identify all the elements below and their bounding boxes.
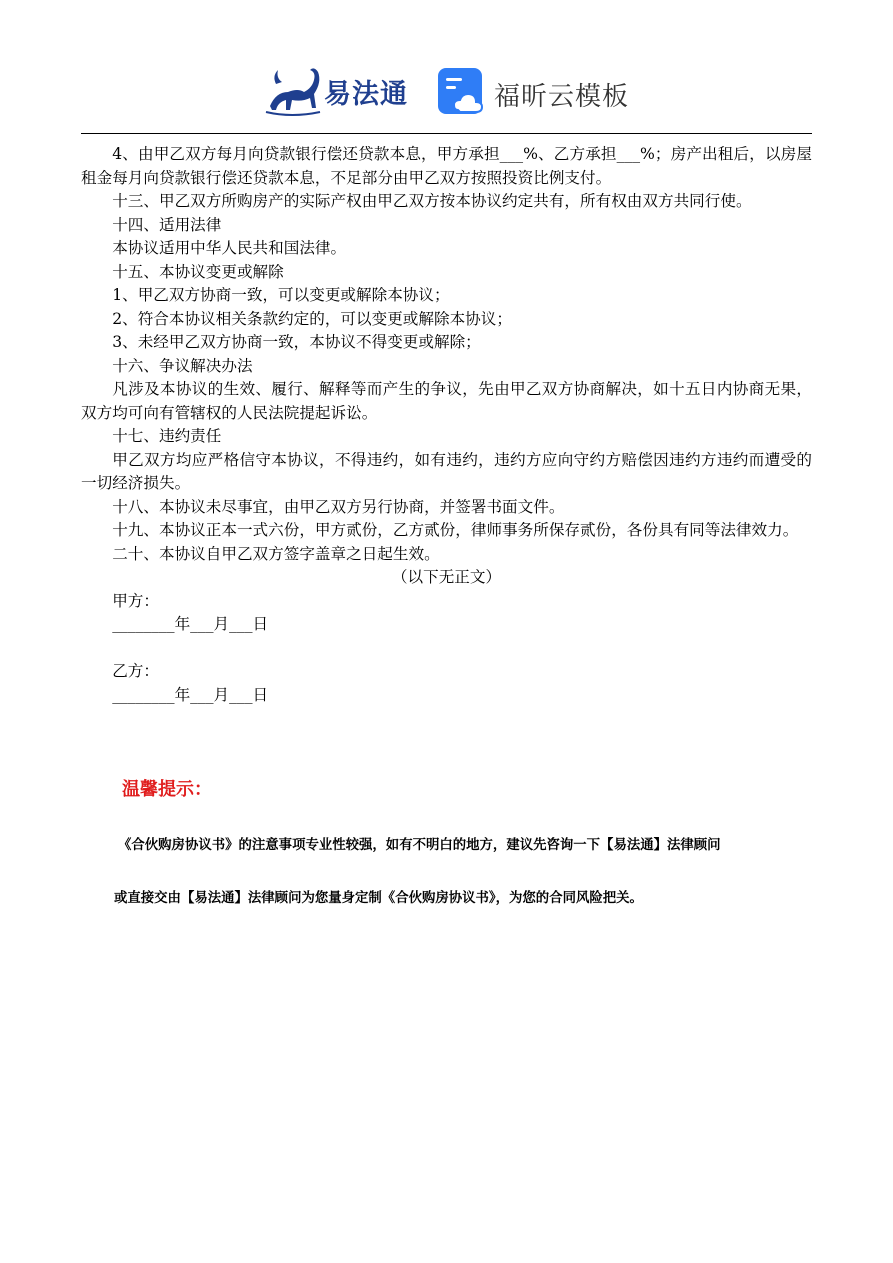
clause-paragraph: 2、符合本协议相关条款约定的，可以变更或解除本协议；	[112, 309, 512, 328]
clause-paragraph: 4、由甲乙双方每月向贷款银行偿还贷款本息，甲方承担___%、乙方承担___%；房产出租后，以房屋租金每月向贷款银行偿还贷款本息，不足部分由甲乙双方按照投资比例支付。	[81, 145, 812, 187]
agreement-body	[81, 143, 812, 707]
cloud-document-icon	[436, 66, 486, 118]
clause-paragraph: 甲乙双方均应严格信守本协议，不得违约，如有违约，违约方应向守约方赔偿因违约方违约而遭受的一切经济损失。	[81, 450, 812, 492]
tip-line-1: 《合伙购房协议书》的注意事项专业性较强，如有不明白的地方，建议先咨询一下【易法通】法律顾问	[118, 838, 721, 853]
clause-paragraph: 二十、本协议自甲乙双方签字盖章之日起生效。	[112, 544, 440, 563]
party-a-date: ________年___月___日	[112, 615, 269, 633]
foxit-template-logo	[436, 66, 636, 118]
tip-title: 温馨提示：	[122, 779, 212, 800]
party-a-label: 甲方：	[112, 591, 159, 610]
foxit-template-logo-text: 福昕云模板	[494, 82, 630, 112]
clause-paragraph: 十九、本协议正本一式六份，甲方贰份，乙方贰份，律师事务所保存贰份，各份具有同等法律效力。	[112, 521, 799, 539]
party-b-date: ________年___月___日	[112, 685, 269, 704]
yifatong-logo	[262, 62, 422, 120]
clause-heading: 十五、本协议变更或解除	[112, 262, 284, 281]
clause-paragraph: 本协议适用中华人民共和国法律。	[112, 239, 347, 257]
clause-paragraph: 十八、本协议未尽事宜，由甲乙双方另行协商，并签署书面文件。	[112, 497, 565, 516]
tip-line-2: 或直接交由【易法通】法律顾问为您量身定制《合伙购房协议书》，为您的合同风险把关。	[114, 891, 643, 906]
spacer	[81, 637, 812, 661]
header	[0, 62, 893, 122]
yifatong-logo-text: 易法通	[324, 79, 408, 110]
clause-heading: 十七、违约责任	[112, 427, 222, 445]
clause-paragraph: 凡涉及本协议的生效、履行、解释等而产生的争议，先由甲乙双方协商解决，如十五日内协商无果，双方均可向有管辖权的人民法院提起诉讼。	[81, 380, 812, 422]
header-divider	[81, 133, 812, 134]
clause-heading: 十六、争议解决办法	[112, 356, 253, 375]
clause-paragraph: 3、未经甲乙双方协商一致，本协议不得变更或解除；	[112, 333, 481, 351]
clause-paragraph: 1、甲乙双方协商一致，可以变更或解除本协议；	[112, 286, 450, 304]
clause-paragraph: 十三、甲乙双方所购房产的实际产权由甲乙双方按本协议约定共有，所有权由双方共同行使。	[112, 192, 752, 210]
clause-heading: 十四、适用法律	[112, 215, 222, 234]
party-b-label: 乙方：	[112, 662, 159, 680]
no-text-note: （以下无正文）	[391, 568, 502, 586]
qilin-icon	[262, 62, 324, 120]
